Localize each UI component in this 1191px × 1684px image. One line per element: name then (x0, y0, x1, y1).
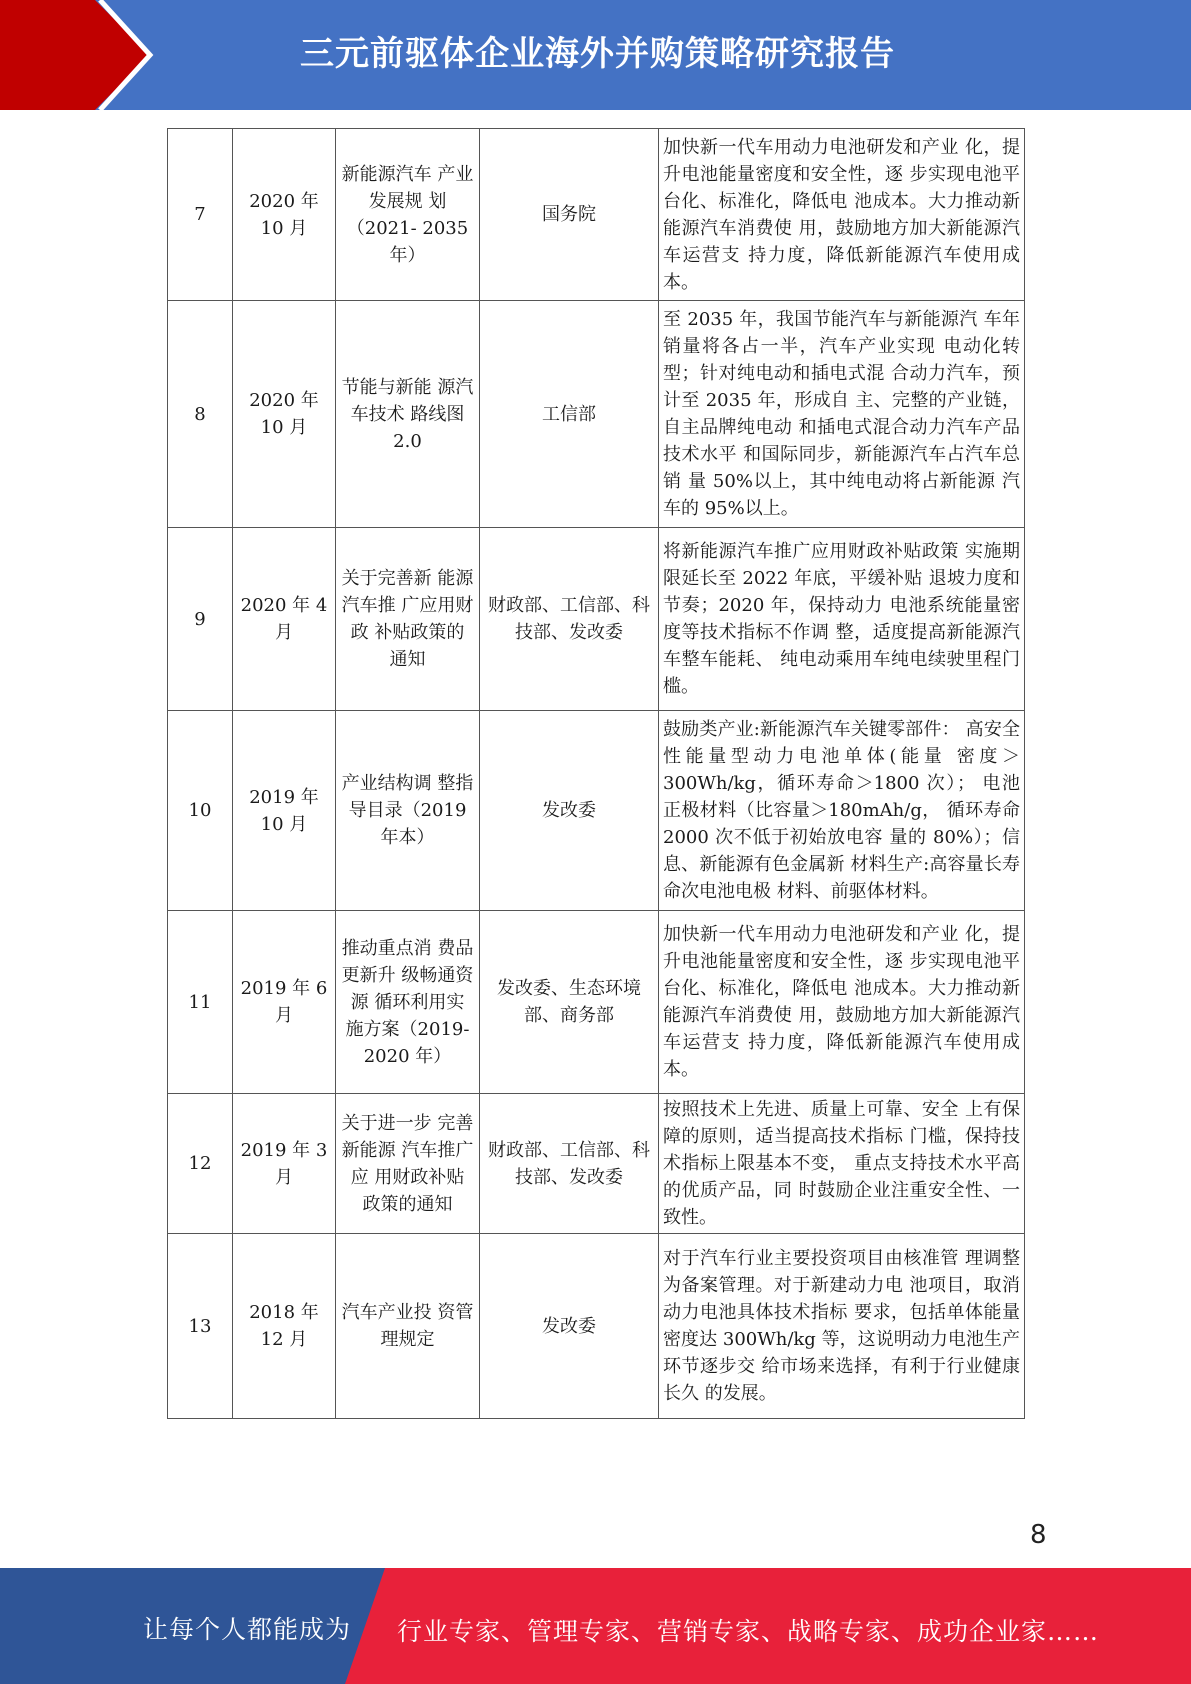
row-number: 12 (168, 1094, 233, 1234)
table-row (168, 129, 1025, 301)
row-number: 10 (168, 711, 233, 911)
row-number: 7 (168, 129, 233, 301)
policy-content: 对于汽车行业主要投资项目由核准管 理调整为备案管理。对于新建动力电 池项目，取消动力电池具体技术指标 要求，包括单体能量密度达 300Wh/kg 等，这说明动力电池生产环节逐步交 给市场来选择，有利于行业健康长久 的发展。 (659, 1234, 1025, 1419)
table-row (168, 301, 1025, 528)
policy-name: 新能源汽车 产业发展规 划（2021- 2035 年） (336, 129, 480, 301)
policy-content: 加快新一代车用动力电池研发和产业 化，提升电池能量密度和安全性，逐 步实现电池平台化、标准化，降低电 池成本。大力推动新能源汽车消费使 用，鼓励地方加大新能源汽车运营支 持力度，降低新能源汽车使用成本。 (659, 129, 1025, 301)
policy-content: 将新能源汽车推广应用财政补贴政策 实施期限延长至 2022 年底，平缓补贴 退坡力度和节奏；2020 年，保持动力 电池系统能量密度等技术指标不作调 整，适度提高新能源汽车整车能耗、 纯电动乘用车纯电续驶里程门槛。 (659, 528, 1025, 711)
page-header (0, 0, 1191, 110)
policy-table (167, 128, 1025, 1419)
page-number: 8 (1030, 1520, 1047, 1550)
table-row (168, 711, 1025, 911)
issue-date: 2020 年 4 月 (233, 528, 336, 711)
policy-name: 关于进一步 完善新能源 汽车推广应 用财政补贴 政策的通知 (336, 1094, 480, 1234)
policy-name: 关于完善新 能源汽车推 广应用财政 补贴政策的 通知 (336, 528, 480, 711)
issuing-department: 发改委、生态环境部、商务部 (480, 911, 659, 1094)
table-row (168, 1234, 1025, 1419)
page-footer (0, 1568, 1191, 1684)
report-title: 三元前驱体企业海外并购策略研究报告 (300, 34, 895, 74)
policy-name: 产业结构调 整指导目录（2019 年本） (336, 711, 480, 911)
policy-content: 加快新一代车用动力电池研发和产业 化，提升电池能量密度和安全性，逐 步实现电池平台化、标准化，降低电 池成本。大力推动新能源汽车消费使 用，鼓励地方加大新能源汽车运营支 持力度，降低新能源汽车使用成本。 (659, 911, 1025, 1094)
policy-name: 节能与新能 源汽车技术 路线图 2.0 (336, 301, 480, 528)
issuing-department: 财政部、工信部、科技部、发改委 (480, 528, 659, 711)
row-number: 9 (168, 528, 233, 711)
footer-slogan-right: 行业专家、管理专家、营销专家、战略专家、成功企业家…… (397, 1617, 1100, 1646)
row-number: 8 (168, 301, 233, 528)
policy-content: 至 2035 年，我国节能汽车与新能源汽 车年销量将各占一半，汽车产业实现 电动化转型；针对纯电动和插电式混 合动力汽车，预计至 2035 年，形成自 主、完整的产业链，自主品牌纯电动 和插电式混合动力汽车产品技术水平 和国际同步，新能源汽车占汽车总销 量 50%以上，其中纯电动将占新能源 汽车的 95%以上。 (659, 301, 1025, 528)
policy-content: 鼓励类产业:新能源汽车关键零部件： 高安全性能量型动力电池单体(能量 密度＞300Wh/kg，循环寿命＞1800 次）； 电池正极材料（比容量＞180mAh/g， 循环寿命 2000 次不低于初始放电容 量的 80%）；信息、新能源有色金属新 材料生产:高容量长寿命次电池电极 材料、前驱体材料。 (659, 711, 1025, 911)
policy-name: 汽车产业投 资管理规定 (336, 1234, 480, 1419)
issue-date: 2020 年 10 月 (233, 129, 336, 301)
table-row (168, 911, 1025, 1094)
policy-name: 推动重点消 费品更新升 级畅通资源 循环利用实 施方案（2019-2020 年） (336, 911, 480, 1094)
issue-date: 2019 年 10 月 (233, 711, 336, 911)
issue-date: 2018 年 12 月 (233, 1234, 336, 1419)
issue-date: 2020 年 10 月 (233, 301, 336, 528)
footer-slogan-left: 让每个人都能成为 (143, 1615, 352, 1644)
issuing-department: 工信部 (480, 301, 659, 528)
issuing-department: 发改委 (480, 711, 659, 911)
issuing-department: 发改委 (480, 1234, 659, 1419)
table-row (168, 1094, 1025, 1234)
table-row (168, 528, 1025, 711)
policy-content: 按照技术上先进、质量上可靠、安全 上有保障的原则，适当提高技术指标 门槛，保持技术指标上限基本不变， 重点支持技术水平高的优质产品，同 时鼓励企业注重安全性、一致性。 (659, 1094, 1025, 1234)
issue-date: 2019 年 3 月 (233, 1094, 336, 1234)
issue-date: 2019 年 6 月 (233, 911, 336, 1094)
issuing-department: 国务院 (480, 129, 659, 301)
row-number: 13 (168, 1234, 233, 1419)
row-number: 11 (168, 911, 233, 1094)
issuing-department: 财政部、工信部、科技部、发改委 (480, 1094, 659, 1234)
